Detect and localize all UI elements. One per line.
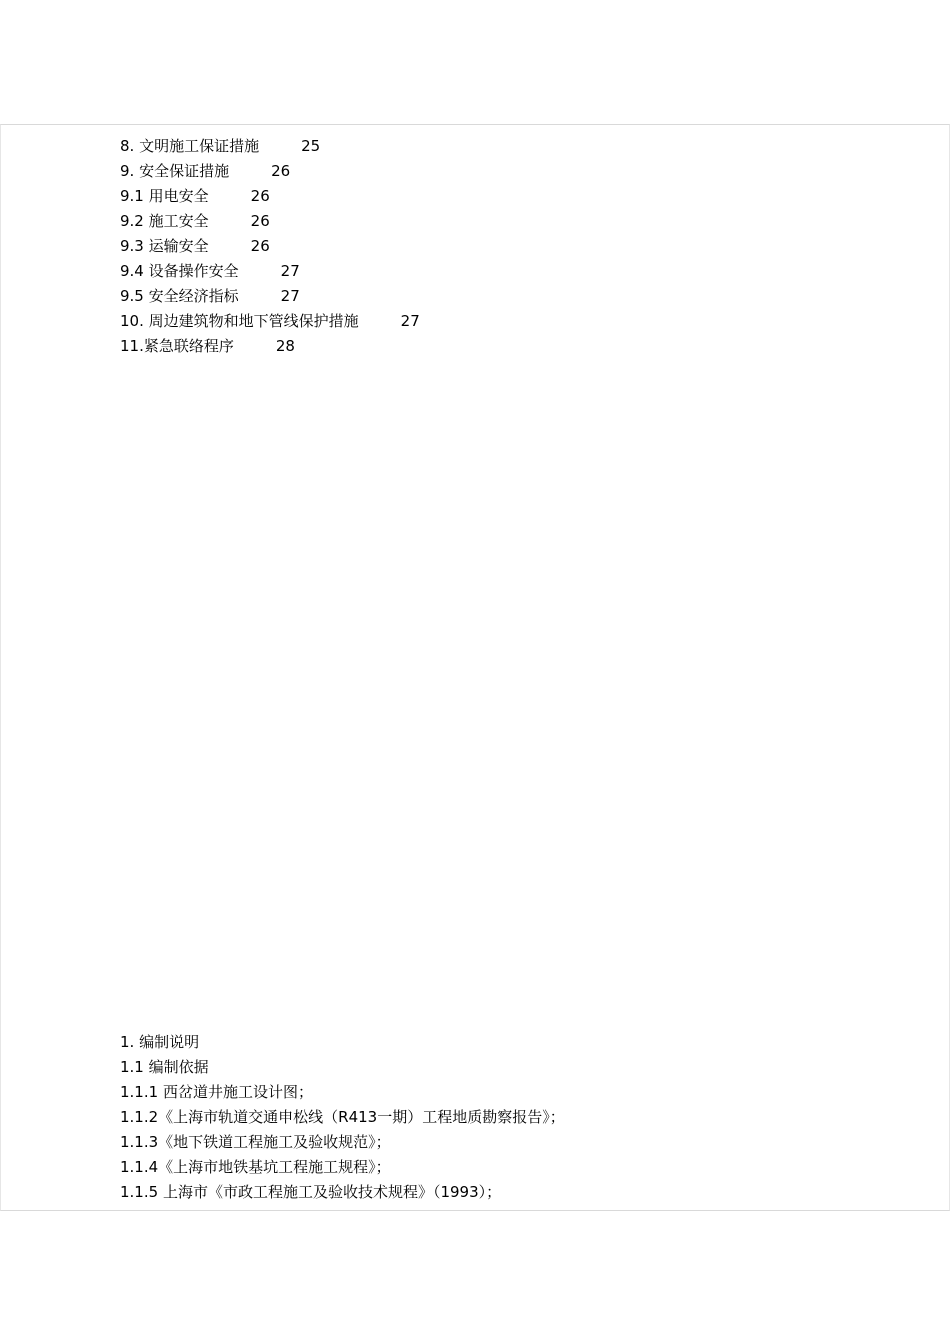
toc-entry-title: 文明施工保证措施 [139, 137, 260, 155]
toc-entry-title: 紧急联络程序 [143, 337, 234, 355]
toc-entry-page: 26 [250, 187, 270, 205]
toc-entry-title: 安全保证措施 [139, 162, 230, 180]
toc-entry-number: 9. [120, 162, 135, 180]
body-line-number: 1. [120, 1033, 135, 1051]
toc-entry-number: 8. [120, 137, 135, 155]
toc-entry-page: 27 [280, 262, 300, 280]
toc-entry-title: 用电安全 [148, 187, 209, 205]
toc-entry-page: 26 [250, 237, 270, 255]
body-line-text: 《地下铁道工程施工及验收规范》； [158, 1133, 391, 1151]
body-line [120, 1057, 565, 1082]
toc-entry-page: 27 [400, 312, 420, 330]
toc-entry-title: 运输安全 [148, 237, 209, 255]
toc-entry-number: 9.5 [120, 287, 144, 305]
toc-entry[interactable] [120, 186, 420, 211]
body-line-number: 1.1.1 [120, 1083, 159, 1101]
toc-entry-number: 11. [120, 337, 144, 355]
toc-entry-number: 9.2 [120, 212, 144, 230]
toc-entry-number: 10. [120, 312, 144, 330]
body-line-number: 1.1.2 [120, 1108, 159, 1126]
toc-entry-page: 26 [271, 162, 291, 180]
toc-entry-page: 26 [250, 212, 270, 230]
toc-entry-number: 9.4 [120, 262, 144, 280]
toc-entry[interactable] [120, 211, 420, 236]
compilation-basis-section [120, 1032, 565, 1207]
body-line-text: 上海市《市政工程施工及验收技术规程》（1993）； [162, 1183, 502, 1201]
body-line [120, 1107, 565, 1132]
toc-entry-number: 9.1 [120, 187, 144, 205]
toc-entry-page: 27 [280, 287, 300, 305]
body-line [120, 1032, 565, 1057]
toc-entry-number: 9.3 [120, 237, 144, 255]
toc-entry-page: 25 [301, 137, 321, 155]
body-line-number: 1.1.3 [120, 1133, 159, 1151]
body-line-number: 1.1 [120, 1058, 144, 1076]
toc-entry-title: 施工安全 [148, 212, 209, 230]
table-of-contents [120, 136, 420, 361]
body-line-text: 编制依据 [148, 1058, 209, 1076]
body-line [120, 1132, 565, 1157]
body-line [120, 1182, 565, 1207]
toc-entry[interactable] [120, 311, 420, 336]
toc-entry-title: 设备操作安全 [148, 262, 239, 280]
toc-entry[interactable] [120, 261, 420, 286]
body-line-text: 西岔道井施工设计图； [162, 1083, 313, 1101]
body-line-text: 《上海市轨道交通申松线（R413一期）工程地质勘察报告》； [158, 1108, 565, 1126]
toc-entry[interactable] [120, 236, 420, 261]
toc-entry[interactable] [120, 136, 420, 161]
body-line [120, 1157, 565, 1182]
toc-entry[interactable] [120, 286, 420, 311]
body-line [120, 1082, 565, 1107]
body-line-number: 1.1.5 [120, 1183, 159, 1201]
toc-entry-title: 周边建筑物和地下管线保护措施 [148, 312, 359, 330]
toc-entry[interactable] [120, 336, 420, 361]
body-line-number: 1.1.4 [120, 1158, 159, 1176]
document-page [0, 124, 950, 1211]
toc-entry[interactable] [120, 161, 420, 186]
body-line-text: 编制说明 [139, 1033, 200, 1051]
body-line-text: 《上海市地铁基坑工程施工规程》； [158, 1158, 391, 1176]
toc-entry-page: 28 [275, 337, 295, 355]
toc-entry-title: 安全经济指标 [148, 287, 239, 305]
